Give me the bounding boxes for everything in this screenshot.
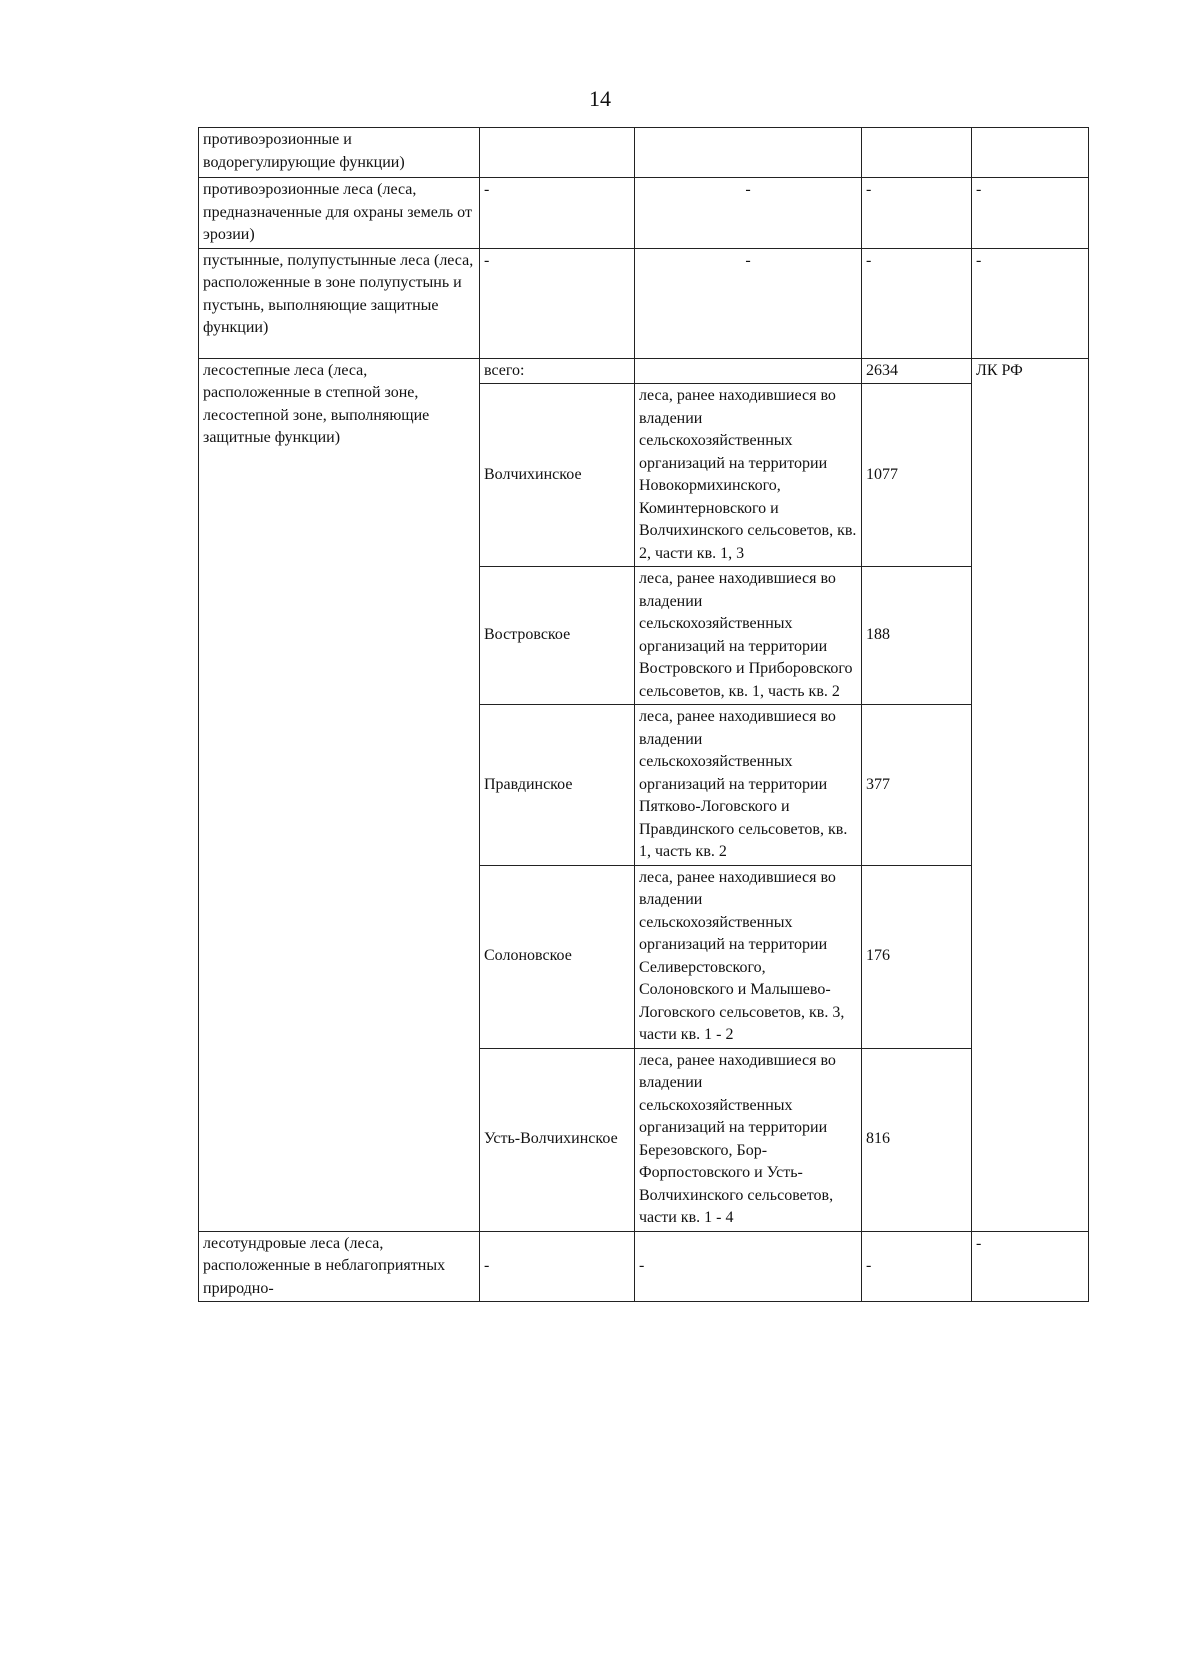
- forest-category-table: [198, 127, 1089, 1302]
- category-cell: пустынные, полупустынные леса (леса, расположенные в зоне полупустынь и пустынь, выполняющие защитные функции): [199, 248, 480, 358]
- forestry-description-cell: леса, ранее находившиеся во владении сельскохозяйственных организаций на территории Пятково-Логовского и Правдинского сельсоветов, кв. 1, часть кв. 2: [635, 705, 862, 866]
- forestry-area-cell: 1077: [862, 384, 972, 567]
- table-row: [199, 248, 1089, 358]
- location-cell: [635, 358, 862, 384]
- forestry-area-cell: 816: [862, 1048, 972, 1231]
- total-label-cell: всего:: [480, 358, 635, 384]
- forestry-area-cell: 176: [862, 865, 972, 1048]
- basis-cell: -: [972, 178, 1089, 249]
- area-cell: -: [862, 1231, 972, 1302]
- forestry-name-cell: Востровское: [480, 567, 635, 705]
- total-area-cell: 2634: [862, 358, 972, 384]
- forestry-description-cell: леса, ранее находившиеся во владении сельскохозяйственных организаций на территории Березовского, Бор-Форпостовского и Усть-Волчихинского сельсоветов, части кв. 1 - 4: [635, 1048, 862, 1231]
- forestry-area-cell: 377: [862, 705, 972, 866]
- forestry-name-cell: Правдинское: [480, 705, 635, 866]
- basis-cell: ЛК РФ: [972, 358, 1089, 1231]
- forestry-cell: -: [480, 248, 635, 358]
- basis-cell: [972, 128, 1089, 178]
- forestry-cell: [480, 128, 635, 178]
- area-cell: -: [862, 178, 972, 249]
- basis-cell: -: [972, 248, 1089, 358]
- location-cell: [635, 128, 862, 178]
- table-row: [199, 1231, 1089, 1302]
- location-cell: -: [635, 178, 862, 249]
- category-cell: лесостепные леса (леса, расположенные в степной зоне, лесостепной зоне, выполняющие защитные функции): [199, 358, 480, 1231]
- location-cell: -: [635, 248, 862, 358]
- forestry-cell: -: [480, 178, 635, 249]
- category-cell: противоэрозионные и водорегулирующие функции): [199, 128, 480, 178]
- table-row: [199, 128, 1089, 178]
- forestry-description-cell: леса, ранее находившиеся во владении сельскохозяйственных организаций на территории Новокормихинского, Коминтерновского и Волчихинского сельсоветов, кв. 2, части кв. 1, 3: [635, 384, 862, 567]
- forestry-name-cell: Волчихинское: [480, 384, 635, 567]
- area-cell: -: [862, 248, 972, 358]
- category-cell: противоэрозионные леса (леса, предназначенные для охраны земель от эрозии): [199, 178, 480, 249]
- forestry-description-cell: леса, ранее находившиеся во владении сельскохозяйственных организаций на территории Востровского и Приборовского сельсоветов, кв. 1, часть кв. 2: [635, 567, 862, 705]
- area-cell: [862, 128, 972, 178]
- basis-cell: -: [972, 1231, 1089, 1302]
- forestry-name-cell: Солоновское: [480, 865, 635, 1048]
- location-cell: -: [635, 1231, 862, 1302]
- forestry-name-cell: Усть-Волчихинское: [480, 1048, 635, 1231]
- forestry-area-cell: 188: [862, 567, 972, 705]
- category-cell: лесотундровые леса (леса, расположенные в неблагоприятных природно-: [199, 1231, 480, 1302]
- table-row: [199, 178, 1089, 249]
- forestry-cell: -: [480, 1231, 635, 1302]
- forestry-description-cell: леса, ранее находившиеся во владении сельскохозяйственных организаций на территории Селиверстовского, Солоновского и Малышево-Логовского сельсоветов, кв. 3, части кв. 1 - 2: [635, 865, 862, 1048]
- page-number: 14: [589, 86, 611, 111]
- table-row: [199, 358, 1089, 384]
